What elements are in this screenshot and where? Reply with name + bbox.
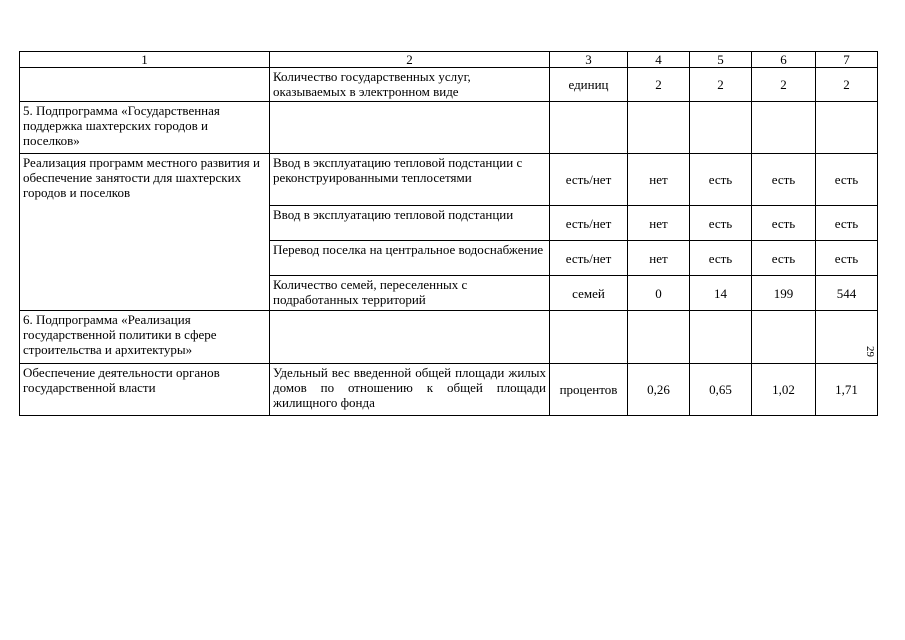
indicator-cell: Перевод поселка на центральное водоснабжение [270, 241, 550, 276]
empty-cell [752, 102, 816, 154]
empty-cell [752, 311, 816, 364]
unit-cell: процентов [550, 364, 628, 416]
header-cell: 3 [550, 52, 628, 68]
empty-cell [690, 102, 752, 154]
value-cell: 0 [628, 276, 690, 311]
indicator-cell: Ввод в эксплуатацию тепловой подстанции с реконструированными теплосетями [270, 154, 550, 206]
subprogram-row [20, 102, 878, 154]
value-cell: есть [752, 241, 816, 276]
page-number: 29 [864, 346, 876, 357]
value-cell: есть [816, 154, 878, 206]
empty-cell [690, 311, 752, 364]
value-cell: есть [752, 154, 816, 206]
indicators-table [19, 51, 878, 416]
table-row [20, 68, 878, 102]
value-cell: нет [628, 206, 690, 241]
value-cell: 0,65 [690, 364, 752, 416]
column-number-row [20, 52, 878, 68]
empty-cell [816, 102, 878, 154]
empty-cell [628, 311, 690, 364]
value-cell: есть [690, 206, 752, 241]
activity-cell: Реализация программ местного развития и обеспечение занятости для шахтерских городов и поселков [20, 154, 270, 311]
empty-cell [550, 102, 628, 154]
empty-cell [270, 102, 550, 154]
table-row [20, 364, 878, 416]
value-cell: есть [690, 154, 752, 206]
indicator-cell: Количество государственных услуг, оказываемых в электронном виде [270, 68, 550, 102]
header-cell: 2 [270, 52, 550, 68]
activity-cell: Обеспечение деятельности органов государственной власти [20, 364, 270, 416]
value-cell: 1,02 [752, 364, 816, 416]
empty-cell [628, 102, 690, 154]
empty-cell [550, 311, 628, 364]
indicator-cell: Удельный вес введенной общей площади жилых домов по отношению к общей площади жилищного фонда [270, 364, 550, 416]
header-cell: 5 [690, 52, 752, 68]
value-cell: нет [628, 154, 690, 206]
value-cell: 0,26 [628, 364, 690, 416]
value-cell: 199 [752, 276, 816, 311]
value-cell: есть [690, 241, 752, 276]
indicator-cell: Количество семей, переселенных с подработанных территорий [270, 276, 550, 311]
header-cell: 7 [816, 52, 878, 68]
subprogram-title: 6. Подпрограмма «Реализация государственной политики в сфере строительства и архитектуры» [20, 311, 270, 364]
value-cell: 2 [690, 68, 752, 102]
unit-cell: единиц [550, 68, 628, 102]
value-cell: есть [816, 206, 878, 241]
table-row [20, 154, 878, 206]
value-cell: 14 [690, 276, 752, 311]
value-cell: 1,71 [816, 364, 878, 416]
subprogram-title: 5. Подпрограмма «Государственная поддержка шахтерских городов и поселков» [20, 102, 270, 154]
subprogram-row [20, 311, 878, 364]
value-cell: есть [816, 241, 878, 276]
unit-cell: есть/нет [550, 206, 628, 241]
unit-cell: семей [550, 276, 628, 311]
unit-cell: есть/нет [550, 154, 628, 206]
empty-cell [270, 311, 550, 364]
value-cell: 544 [816, 276, 878, 311]
value-cell: нет [628, 241, 690, 276]
indicator-cell: Ввод в эксплуатацию тепловой подстанции [270, 206, 550, 241]
value-cell: есть [752, 206, 816, 241]
header-cell: 4 [628, 52, 690, 68]
empty-cell [20, 68, 270, 102]
value-cell: 2 [628, 68, 690, 102]
value-cell: 2 [816, 68, 878, 102]
header-cell: 6 [752, 52, 816, 68]
unit-cell: есть/нет [550, 241, 628, 276]
header-cell: 1 [20, 52, 270, 68]
value-cell: 2 [752, 68, 816, 102]
